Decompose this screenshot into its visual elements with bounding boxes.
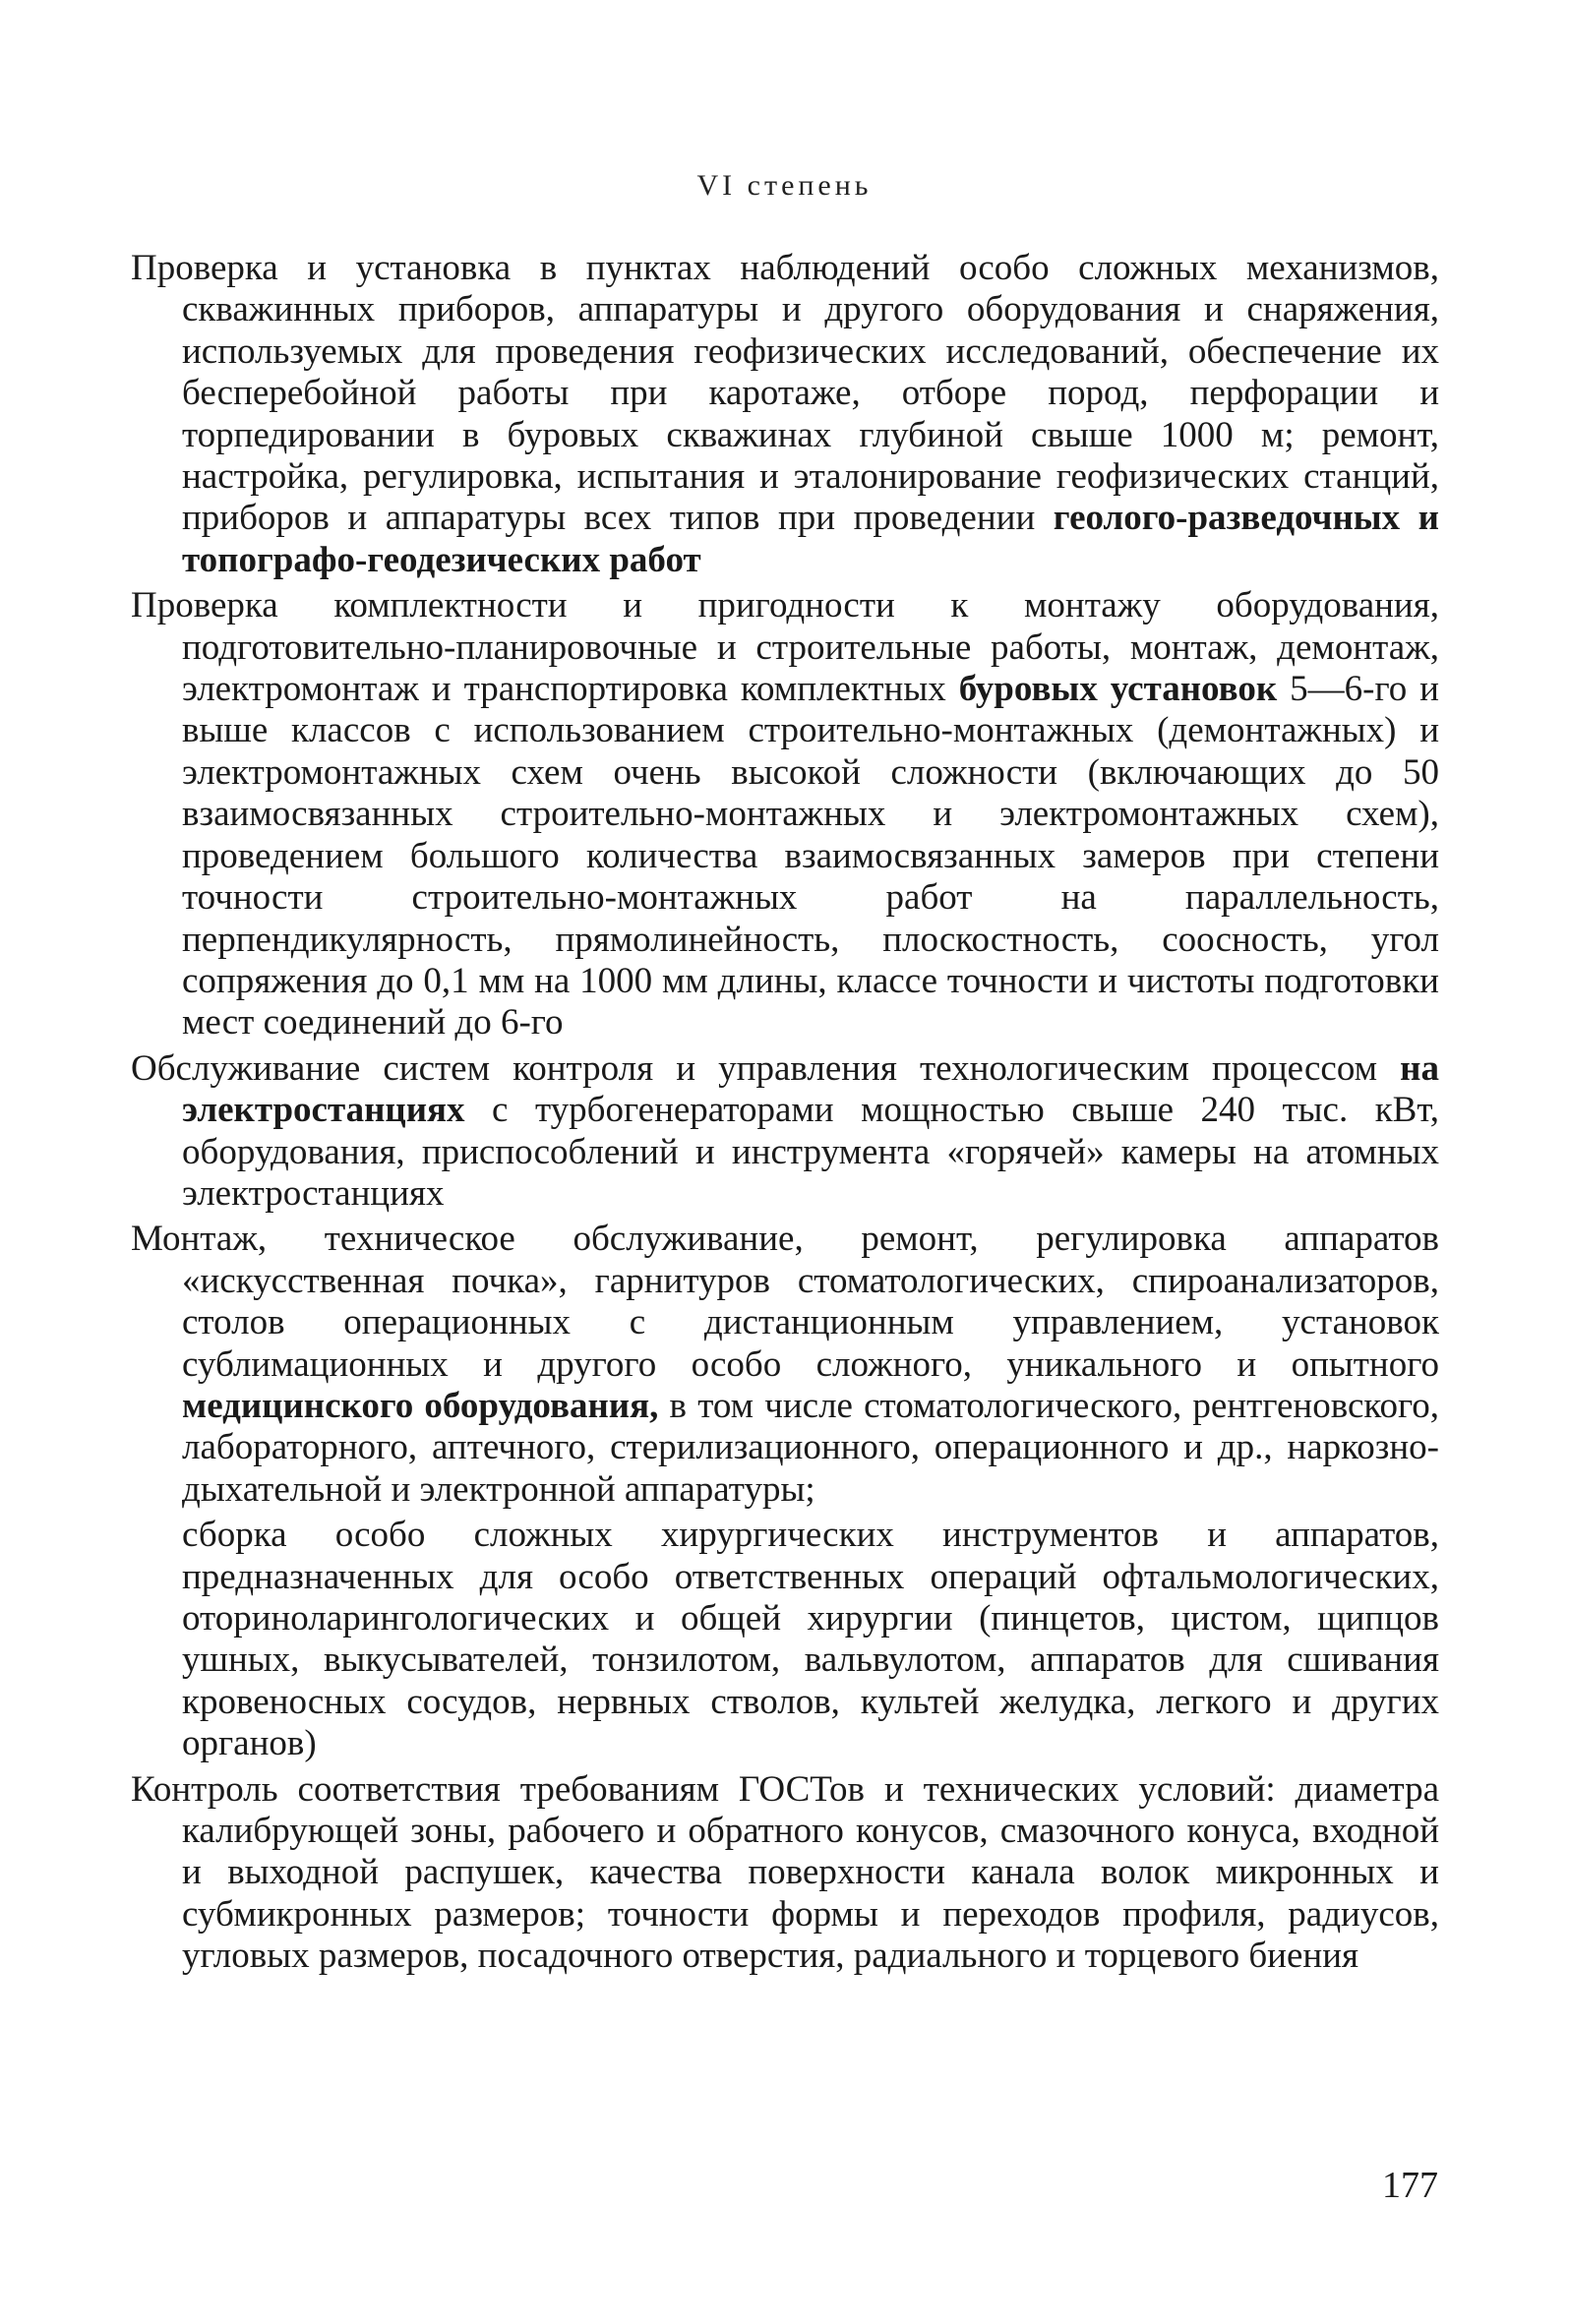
paragraph-text: Контроль соответствия требованиям ГОСТов и технических условий: диаметра калибрующей зоны, рабочего и обратного конусов, смазочного конуса, входной и выходной распушек, качества поверхности канала волок микронных и субмикронных размеров; точности формы и переходов профиля, радиусов, угловых размеров, посадочного отверстия, радиального и торцевого биения: [131, 1768, 1439, 1977]
page-body: [131, 248, 1439, 1982]
paragraph-text: в том числе стоматологического, рентгеновского, лабораторного, аптечного, стерилизационного, операционного и др., наркозно-дыхательной и электронной аппаратуры;: [182, 1385, 1440, 1510]
paragraph-text: Обслуживание систем контроля и управления технологическим процессом: [131, 1047, 1401, 1089]
paragraph-surgical-instruments: сборка особо сложных хирургических инструментов и аппаратов, предназначенных для особо ответственных операций офтальмологических, оториноларингологических и общей хирургии (пинцетов, цистом, щипцов ушных, выкусывателей, тонзилотом, вальвулотом, аппаратов для сшивания кровеносных сосудов, нервных стволов, культей желудка, легкого и других органов): [182, 1515, 1439, 1764]
paragraph-medical-equipment: [131, 1219, 1439, 1511]
paragraph-text: 5—6-го и выше классов с использованием строительно-монтажных (демонтажных) и электромонтажных схем очень высокой сложности (включающих до 50 взаимосвязанных строительно-монтажных и электромонтажных схем), проведением большого количества взаимосвязанных замеров при степени точности строительно-монтажных работ на параллельность, перпендикулярность, прямолинейность, плоскостность, соосность, угол сопряжения до 0,1 мм на 1000 мм длины, классе точности и чистоты подготовки мест соединений до 6-го: [182, 669, 1439, 1043]
paragraph-bold-term: буровых установок: [958, 669, 1278, 710]
paragraph-text: Проверка комплектности и пригодности к монтажу оборудования, подготовительно-планировочные и строительные работы, монтаж, демонтаж, электромонтаж и транспортировка комплектных: [131, 585, 1439, 710]
paragraph-bold-term: медицинского оборудования,: [182, 1385, 659, 1426]
paragraph-bold-term: геолого-разведочных и топографо-геодезических работ: [182, 498, 1439, 580]
paragraph-geophysics: [131, 248, 1439, 581]
paragraph-text: с турбогенераторами мощностью свыше 240 тыс. кВт, оборудования, приспособлений и инструмента «горячей» камеры на атомных электростанциях: [182, 1090, 1439, 1214]
paragraph-drilling-rigs: [131, 585, 1439, 1043]
paragraph-gost-control: [131, 1769, 1439, 1978]
page-number: 177: [1382, 2165, 1438, 2206]
paragraph-text: Проверка и установка в пунктах наблюдений особо сложных механизмов, скважинных приборов, аппаратуры и другого оборудования и снаряжения, используемых для проведения геофизических исследований, обеспечение их бесперебойной работы при каротаже, отборе пород, перфорации и торпедировании в буровых скважинах глубиной свыше 1000 м; ремонт, настройка, регулировка, испытания и эталонирование геофизических станций, приборов и аппаратуры всех типов при проведении: [131, 248, 1439, 539]
page-heading: VI степень: [696, 169, 873, 202]
paragraph-text: Монтаж, техническое обслуживание, ремонт, регулировка аппаратов «искусственная почка», гарнитуров стоматологических, спироанализаторов, столов операционных с дистанционным управлением, установок сублимационных и другого особо сложного, уникального и опытного: [131, 1219, 1439, 1385]
paragraph-bold-term: на электростанциях: [182, 1047, 1439, 1131]
paragraph-power-plants: [131, 1048, 1439, 1216]
